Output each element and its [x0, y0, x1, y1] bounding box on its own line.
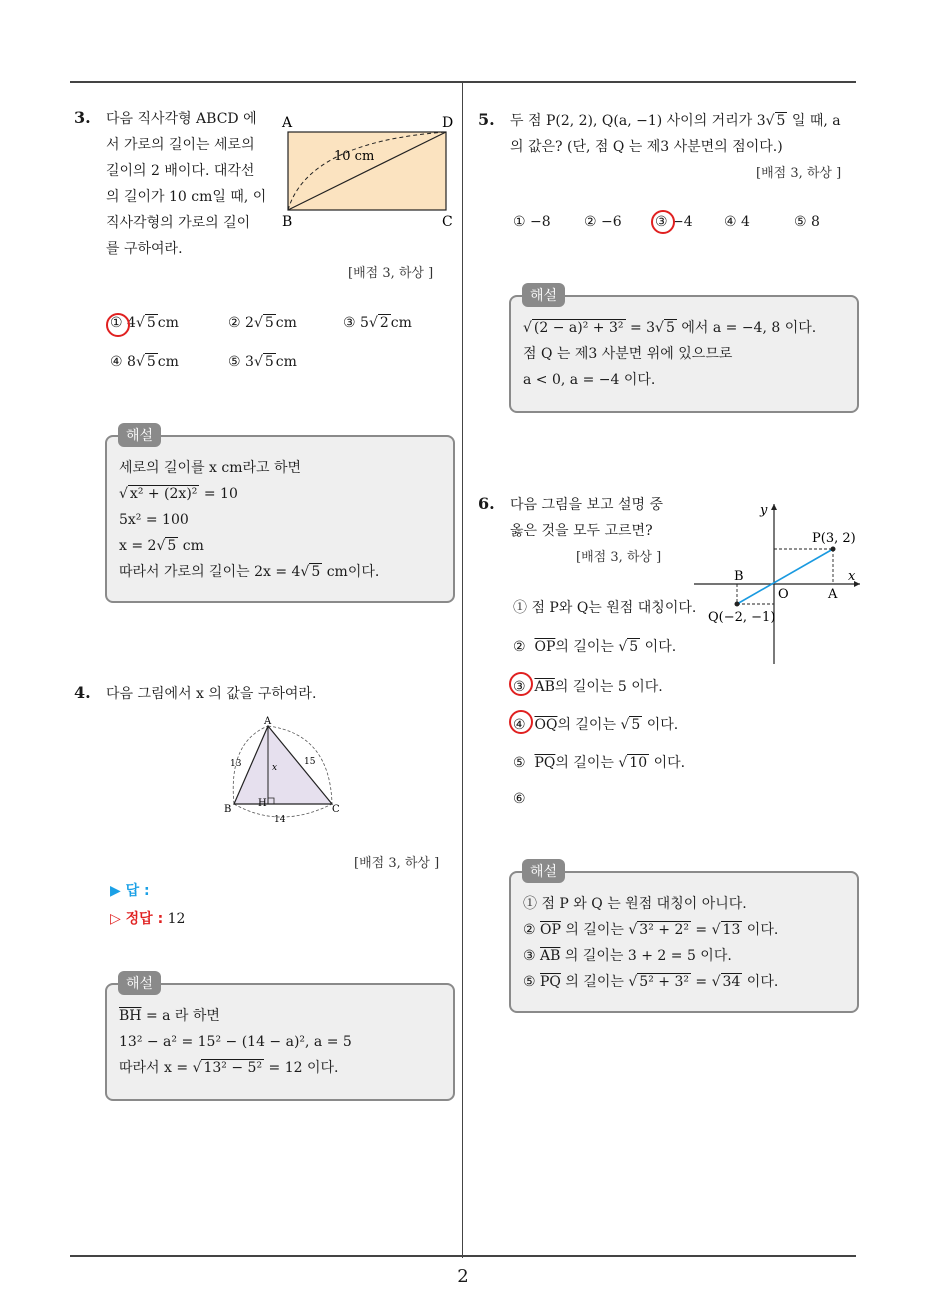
text: 두 점 P(2, 2), Q(a, −1) 사이의 거리가 3: [510, 113, 766, 129]
q6-choice-1[interactable]: ① 점 P와 Q는 원점 대칭이다.: [513, 600, 697, 616]
sol-text: = 10: [199, 486, 238, 502]
sol-text: 에서 a = −4, 8 이다.: [676, 320, 817, 336]
q5-points: [배점 3, 하상 ]: [756, 166, 842, 181]
q3-text: [106, 106, 271, 262]
q3-text-line: 다음 직사각형 ABCD 에: [106, 111, 257, 127]
sol-text: 따라서 가로의 길이는 2x = 4: [119, 564, 301, 580]
radicand: 5: [776, 113, 786, 129]
sol-text: ⑤: [523, 974, 541, 990]
segment: $\overline{PQ}$: [540, 974, 561, 990]
q4-answer-label: ▶ 답 :: [110, 883, 150, 899]
label-d: D: [442, 115, 454, 131]
sol-text: = 12 이다.: [264, 1060, 339, 1076]
label-b: B: [734, 569, 744, 584]
triangle-abc: [234, 726, 332, 804]
choice-unit: cm: [157, 354, 179, 370]
q3-solution-box: [105, 435, 455, 603]
sol-text: =: [690, 974, 712, 990]
sol-text: 이다.: [742, 922, 779, 938]
segment: $\overline{OP}$: [540, 922, 561, 938]
sol-line: [119, 1003, 352, 1029]
q5-solution-tag: 해설: [522, 283, 565, 307]
q6-choice-4[interactable]: ④ $\overline{OQ}$의 길이는 √ 5 이다.: [513, 717, 679, 733]
sol-text: cm: [178, 538, 204, 554]
label-diagonal-length: 10 cm: [334, 149, 375, 164]
radicand: 10: [629, 755, 648, 771]
label-x: x: [848, 569, 856, 584]
q3-text-line: 의 길이가 10 cm일 때, 이: [106, 189, 267, 205]
q6-solution-tag: 해설: [522, 859, 565, 883]
label-o: O: [778, 587, 789, 602]
q6-text-line: 옳은 것을 모두 고르면?: [510, 523, 653, 539]
q6-answer-circle-4: [509, 710, 533, 734]
sol-line: a < 0, a = −4 이다.: [523, 372, 656, 388]
q5-solution-box: [509, 295, 859, 413]
sol-line: 13² − a² = 15² − (14 − a)², a = 5: [119, 1034, 352, 1050]
segment: $\overline{AB}$: [534, 679, 555, 695]
choice-radicand: 5: [146, 315, 156, 331]
segment: $\overline{OP}$: [534, 639, 556, 655]
q3-text-line: 서 가로의 길이는 세로의: [106, 137, 255, 153]
correct-value: 12: [167, 911, 186, 927]
radicand: (2 − a)² + 3²: [533, 320, 624, 336]
choice-unit: cm: [275, 315, 297, 331]
q5-choice-1[interactable]: ① −8: [513, 214, 551, 230]
sol-line: 따라서 가로의 길이는 2x = 4√ 5 cm이다.: [119, 564, 380, 580]
choice-text: 의 길이는 5 이다.: [554, 679, 663, 695]
q4-text: 다음 그림에서 x 의 값을 구하여라.: [106, 686, 317, 702]
q3-text-line: 길이의 2 배이다. 대각선: [106, 163, 255, 179]
radicand: x² + (2x)²: [129, 486, 198, 502]
label-a: A: [828, 587, 838, 602]
choice-mark: ⑤: [228, 354, 241, 370]
radicand: 5: [167, 538, 177, 554]
q6-points: [배점 3, 하상 ]: [576, 550, 662, 565]
q3-choice-1[interactable]: ① 4√ 5 cm: [110, 315, 179, 331]
q6-number: 6.: [478, 494, 495, 513]
sol-line: 따라서 x = √ 13² − 5² = 12 이다.: [119, 1060, 339, 1076]
radicand: 5: [665, 320, 675, 336]
q5-choice-4[interactable]: ④ 4: [724, 214, 750, 230]
q5-number: 5.: [478, 110, 495, 129]
sol-text: ②: [523, 922, 541, 938]
segment: $\overline{AB}$: [540, 948, 561, 964]
q3-choice-3[interactable]: ③ 5√ 2 cm: [343, 315, 412, 331]
sol-line: 세로의 길이를 x cm라고 하면: [119, 460, 302, 476]
sol-text: 의 길이는 3 + 2 = 5 이다.: [560, 948, 732, 964]
sol-line: ② $\overline{OP}$ 의 길이는 √ 3² + 2² = √ 13 이다.: [523, 922, 779, 938]
sol-text: ③: [523, 948, 541, 964]
q4-correct-row: [110, 908, 185, 928]
choice-mark: ③: [343, 315, 356, 331]
segment: $\overline{BH}$: [119, 1008, 142, 1024]
sol-line: [523, 943, 778, 969]
sol-text: 의 길이는: [560, 974, 629, 990]
choice-mark: ①: [110, 315, 123, 331]
choice-text: 의 길이는: [555, 639, 619, 655]
q6-solution-box: [509, 871, 859, 1013]
radicand: 5² + 3²: [639, 974, 689, 990]
point-q: [735, 602, 740, 607]
q3-rectangle-figure: [278, 112, 458, 232]
q3-points: [배점 3, 하상 ]: [348, 266, 434, 281]
point-p: [831, 547, 836, 552]
q4-points: [배점 3, 하상 ]: [354, 856, 440, 871]
q6-choice-2[interactable]: ② $\overline{OP}$의 길이는 √ 5 이다.: [513, 639, 677, 655]
sol-text: cm이다.: [322, 564, 380, 580]
sol-line: 점 Q 는 제3 사분면 위에 있으므로: [523, 346, 733, 362]
choice-mark: ③: [513, 679, 526, 695]
q6-choice-5[interactable]: ⑤ $\overline{PQ}$의 길이는 √ 10 이다.: [513, 755, 686, 771]
sol-text: x = 2: [119, 538, 157, 554]
label-c: C: [332, 804, 340, 815]
q6-choice-6[interactable]: ⑥: [513, 791, 526, 807]
q3-text-line: 직사각형의 가로의 길이: [106, 215, 251, 231]
text: 일 때, a: [787, 113, 841, 129]
label-b: B: [224, 804, 232, 815]
q5-answer-circle: [651, 210, 675, 234]
radicand: 34: [722, 974, 741, 990]
choice-radicand: 2: [379, 315, 389, 331]
correct-label: ▷ 정답 :: [110, 911, 164, 927]
radicand: 13: [722, 922, 741, 938]
q5-text-line: 두 점 P(2, 2), Q(a, −1) 사이의 거리가 3√ 5 일 때, a: [510, 113, 841, 129]
q3-solution-tag: 해설: [118, 423, 161, 447]
radicand: 5: [631, 717, 641, 733]
choice-text: 이다.: [640, 639, 677, 655]
q3-number: 3.: [74, 108, 91, 127]
q4-number: 4.: [74, 683, 91, 702]
page-number: 2: [457, 1266, 469, 1287]
sol-line: √ (2 − a)² + 3² = 3√ 5 에서 a = −4, 8 이다.: [523, 320, 817, 336]
choice-coef: 3: [245, 354, 254, 370]
q3-choice-5[interactable]: ⑤ 3√ 5 cm: [228, 354, 297, 370]
radicand: 13² − 5²: [203, 1060, 263, 1076]
label-q: Q(−2, −1): [708, 610, 776, 625]
choice-text: 의 길이는: [555, 755, 619, 771]
q5-text: [510, 108, 841, 160]
label-ab: 13: [230, 759, 242, 769]
q6-answer-circle-3: [509, 672, 533, 696]
bottom-rule: [70, 1255, 856, 1257]
choice-text: 이다.: [649, 755, 686, 771]
choice-radicand: 5: [264, 315, 274, 331]
choice-coef: 5: [360, 315, 369, 331]
choice-text: 이다.: [642, 717, 679, 733]
q6-text-line: 다음 그림을 보고 설명 중: [510, 497, 664, 513]
label-bc: 14: [274, 815, 286, 825]
radicand: 5: [629, 639, 639, 655]
q3-answer-circle: [106, 313, 130, 337]
q5-choice-3[interactable]: ③ −4: [655, 214, 693, 230]
sol-text: = a 라 하면: [141, 1008, 220, 1024]
label-c: C: [442, 214, 453, 230]
choice-unit: cm: [390, 315, 412, 331]
sol-line: x = 2√ 5 cm: [119, 538, 204, 554]
label-a: A: [264, 716, 272, 727]
q4-solution-tag: 해설: [118, 971, 161, 995]
sol-text: 이다.: [742, 974, 779, 990]
sol-text: =: [690, 922, 712, 938]
q3-choice-2[interactable]: ② 2√ 5 cm: [228, 315, 297, 331]
q5-choice-2[interactable]: ② −6: [584, 214, 622, 230]
choice-mark: ④: [110, 354, 123, 370]
label-y: y: [760, 503, 768, 518]
q5-text-line: 의 값은? (단, 점 Q 는 제3 사분면의 점이다.): [510, 139, 783, 155]
label-x: x: [272, 763, 278, 773]
label-h: H: [258, 798, 267, 809]
q6-choice-3[interactable]: [513, 676, 663, 696]
label-b: B: [282, 214, 293, 230]
choice-unit: cm: [275, 354, 297, 370]
choice-text: 의 길이는: [557, 717, 621, 733]
q6-text: [510, 492, 663, 544]
sol-text: 의 길이는: [560, 922, 629, 938]
q3-choice-4[interactable]: ④ 8√ 5 cm: [110, 354, 179, 370]
label-p: P(3, 2): [812, 531, 856, 546]
choice-coef: 4: [127, 315, 136, 331]
choice-mark: ④: [513, 717, 526, 733]
top-rule: [70, 81, 856, 83]
choice-mark: ②: [228, 315, 241, 331]
segment: $\overline{OQ}$: [534, 717, 558, 733]
choice-coef: 2: [245, 315, 254, 331]
sol-line: ⑤ $\overline{PQ}$ 의 길이는 √ 5² + 3² = √ 34 이다.: [523, 974, 779, 990]
segment: $\overline{PQ}$: [534, 755, 556, 771]
sol-text: = 3: [625, 320, 656, 336]
choice-coef: 8: [127, 354, 136, 370]
radicand: 3² + 2²: [639, 922, 689, 938]
q3-text-line: 를 구하여라.: [106, 241, 183, 257]
y-axis-arrow: [771, 504, 777, 510]
label-ac: 15: [304, 757, 316, 767]
choice-radicand: 5: [146, 354, 156, 370]
choice-radicand: 5: [264, 354, 274, 370]
sol-line: √ x² + (2x)² = 10: [119, 486, 238, 502]
sol-text: 따라서 x =: [119, 1060, 193, 1076]
label-a: A: [282, 115, 293, 131]
sol-line: ① 점 P 와 Q 는 원점 대칭이 아니다.: [523, 896, 747, 912]
q4-solution-box: [105, 983, 455, 1101]
radicand: 5: [311, 564, 321, 580]
q5-choice-5[interactable]: ⑤ 8: [794, 214, 820, 230]
choice-mark: ⑤: [513, 755, 526, 771]
column-divider: [462, 83, 463, 1258]
sol-line: 5x² = 100: [119, 512, 189, 528]
choice-mark: ②: [513, 639, 526, 655]
choice-unit: cm: [157, 315, 179, 331]
q4-triangle-figure: [220, 712, 350, 827]
q6-coordinate-figure: [694, 500, 864, 670]
